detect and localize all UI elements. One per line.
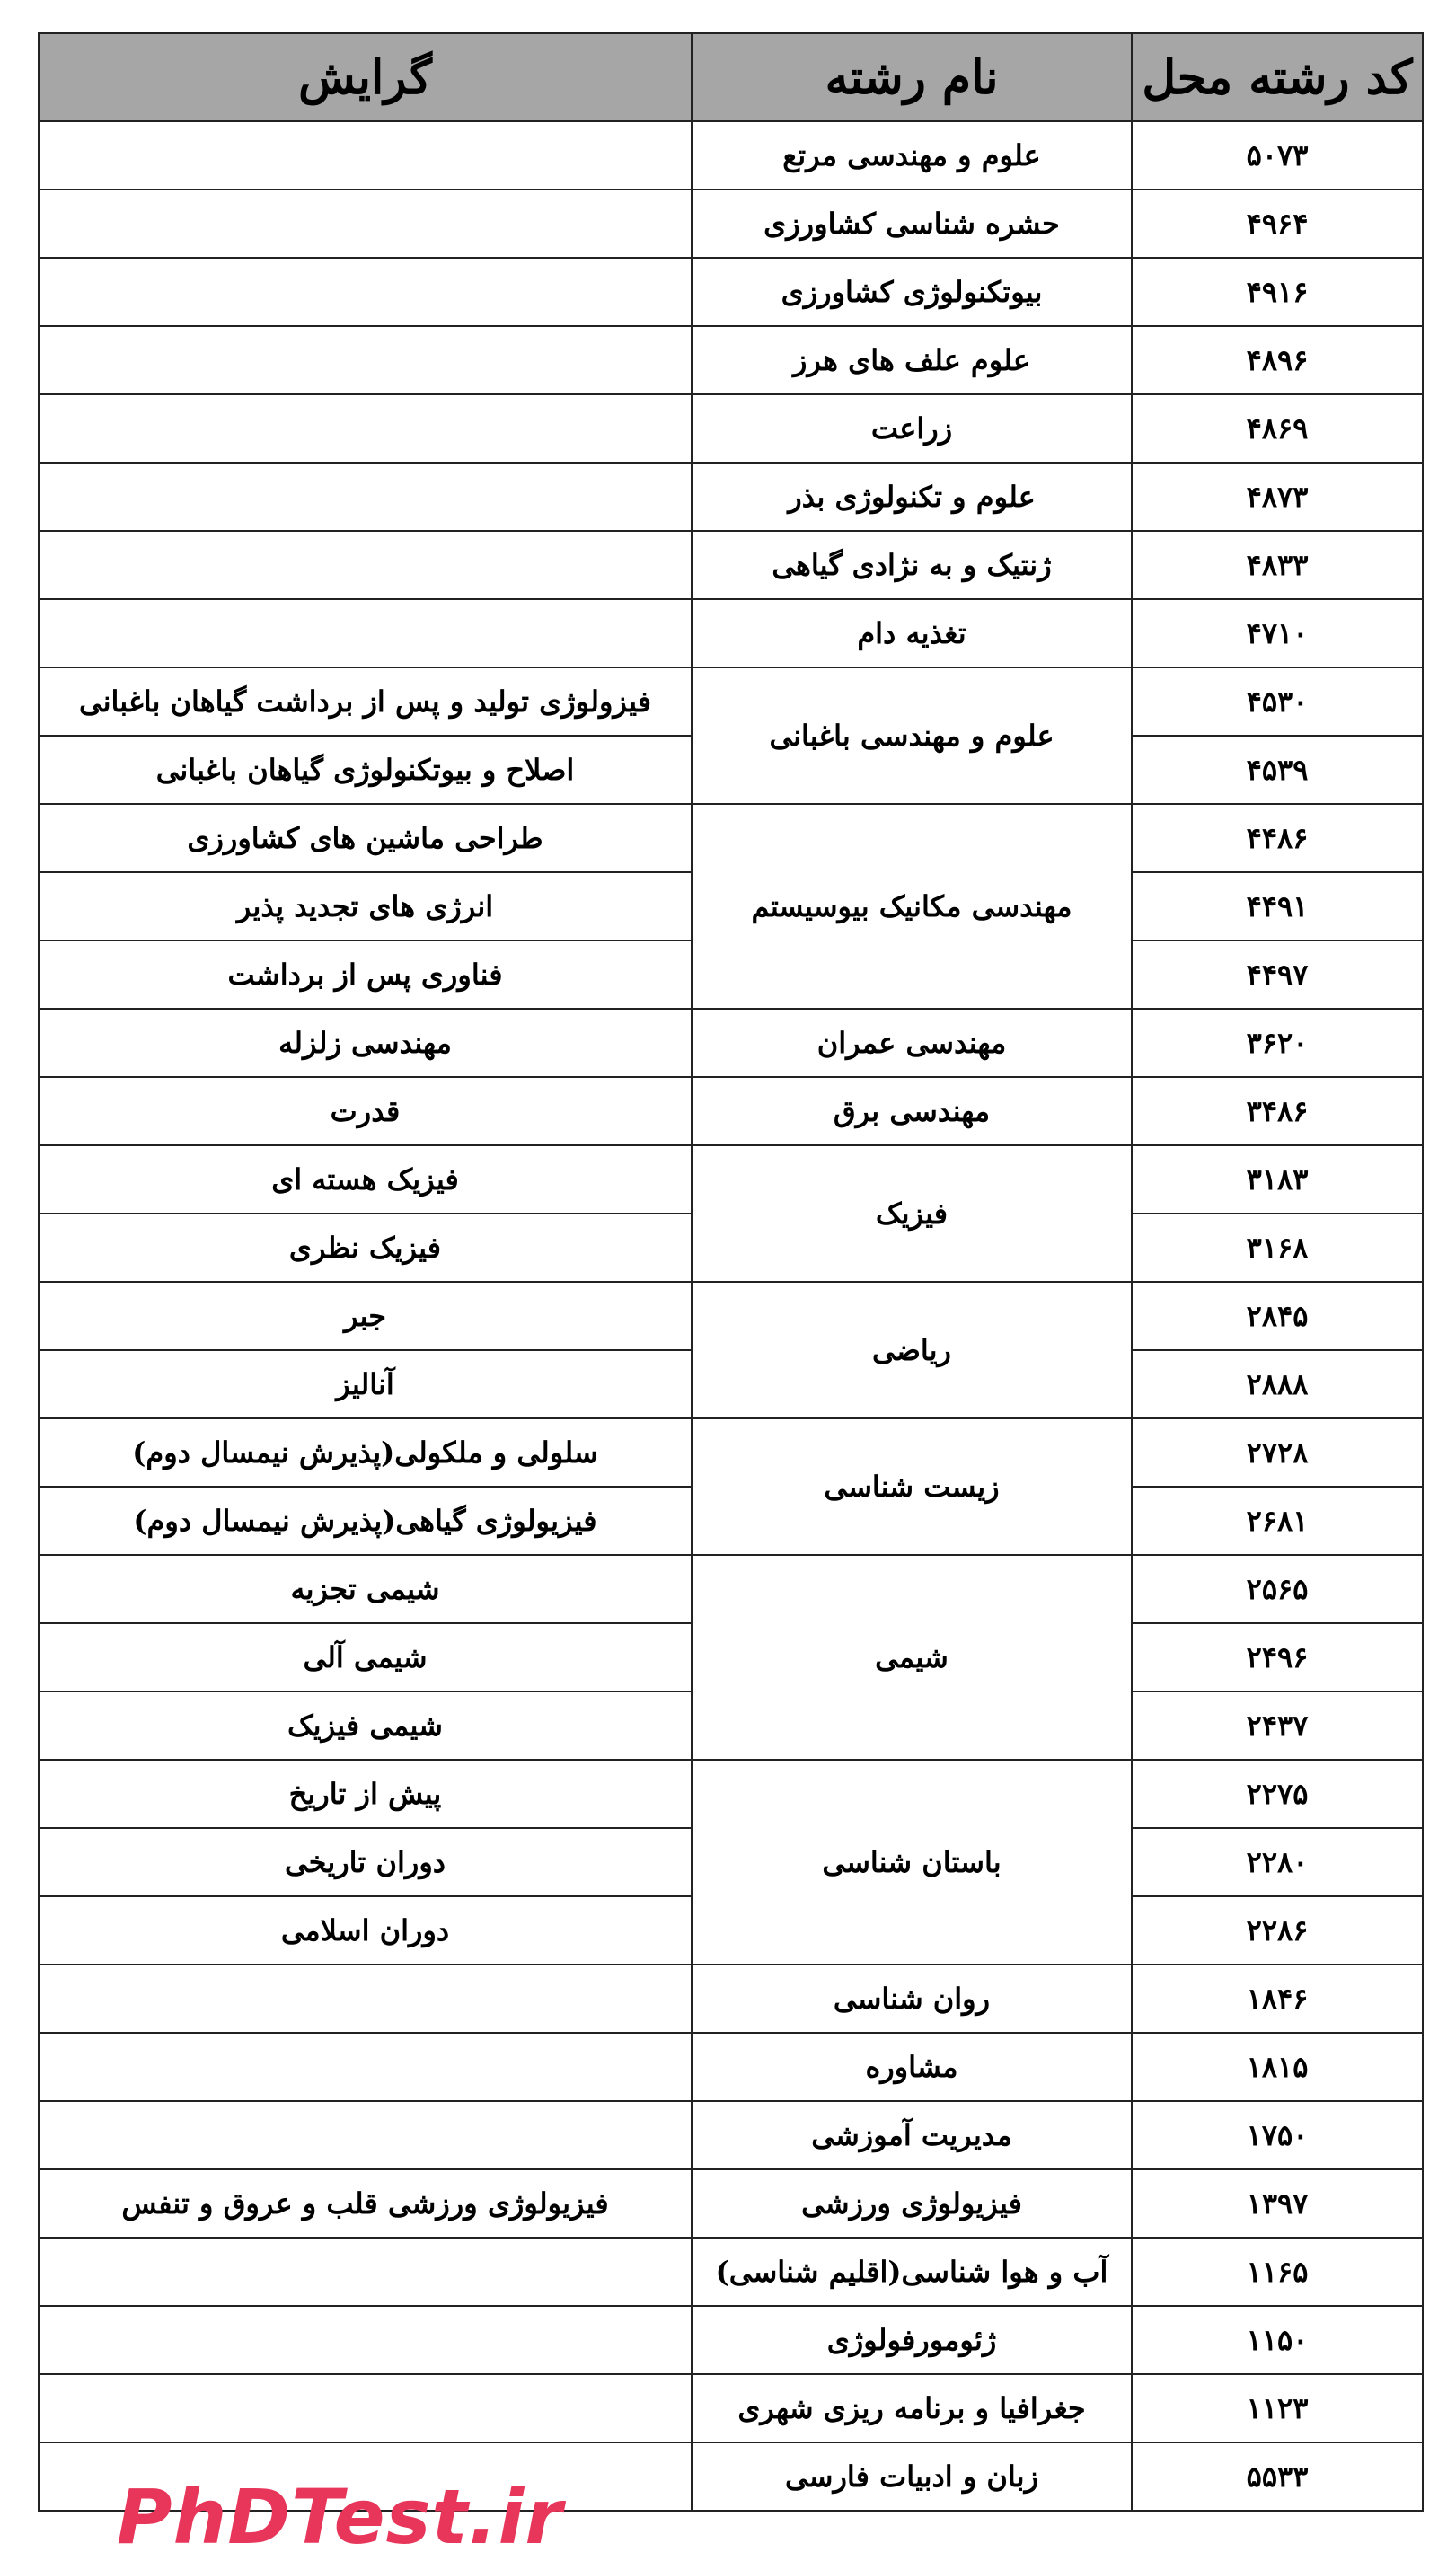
cell-code: ۲۶۸۱ [1132, 1487, 1423, 1555]
cell-code: ۳۴۸۶ [1132, 1077, 1423, 1145]
table-row [39, 1077, 1423, 1145]
cell-field: فیزیولوژی گیاهی(پذیرش نیمسال دوم) [39, 1487, 692, 1555]
cell-major: علوم و تکنولوژی بذر [692, 463, 1132, 531]
table-row [39, 2306, 1423, 2374]
cell-code: ۲۸۸۸ [1132, 1350, 1423, 1418]
table-row [39, 599, 1423, 667]
cell-code: ۱۱۲۳ [1132, 2374, 1423, 2442]
table-row [39, 326, 1423, 394]
cell-major: علوم و مهندسی باغبانی [692, 667, 1132, 804]
cell-major: علوم و مهندسی مرتع [692, 121, 1132, 190]
table-row [39, 1555, 1423, 1623]
table-body [39, 121, 1423, 2511]
table-header-row [39, 33, 1423, 121]
cell-code: ۵۵۳۳ [1132, 2442, 1423, 2511]
cell-code: ۵۰۷۳ [1132, 121, 1423, 190]
cell-field: فیزیک نظری [39, 1214, 692, 1282]
cell-field [39, 394, 692, 463]
cell-code: ۱۸۱۵ [1132, 2033, 1423, 2101]
cell-field [39, 258, 692, 326]
cell-field [39, 463, 692, 531]
table-row [39, 1282, 1423, 1350]
majors-table [38, 32, 1424, 2512]
cell-code: ۱۳۹۷ [1132, 2169, 1423, 2238]
cell-code: ۲۲۸۰ [1132, 1828, 1423, 1896]
cell-field [39, 1965, 692, 2033]
cell-code: ۱۷۵۰ [1132, 2101, 1423, 2169]
table-row [39, 2033, 1423, 2101]
cell-code: ۴۴۹۷ [1132, 941, 1423, 1009]
header-field: گرایش [39, 33, 692, 121]
cell-code: ۲۸۴۵ [1132, 1282, 1423, 1350]
cell-code: ۲۵۶۵ [1132, 1555, 1423, 1623]
majors-table-wrapper [38, 32, 1422, 2512]
table-row [39, 1760, 1423, 1828]
cell-major: جغرافیا و برنامه ریزی شهری [692, 2374, 1132, 2442]
cell-field [39, 599, 692, 667]
cell-major: ژنتیک و به نژادی گیاهی [692, 531, 1132, 599]
cell-code: ۲۲۸۶ [1132, 1896, 1423, 1965]
cell-code: ۴۵۳۰ [1132, 667, 1423, 736]
cell-field [39, 2374, 692, 2442]
cell-major: علوم علف های هرز [692, 326, 1132, 394]
table-row [39, 2238, 1423, 2306]
cell-field: فناوری پس از برداشت [39, 941, 692, 1009]
cell-major: حشره شناسی کشاورزی [692, 190, 1132, 258]
table-row [39, 1009, 1423, 1077]
header-code: کد رشته محل [1132, 33, 1423, 121]
cell-code: ۱۱۵۰ [1132, 2306, 1423, 2374]
cell-major: بیوتکنولوژی کشاورزی [692, 258, 1132, 326]
cell-code: ۴۸۳۳ [1132, 531, 1423, 599]
cell-code: ۱۱۶۵ [1132, 2238, 1423, 2306]
cell-field: سلولی و ملکولی(پذیرش نیمسال دوم) [39, 1418, 692, 1487]
cell-field: شیمی تجزیه [39, 1555, 692, 1623]
cell-field [39, 2238, 692, 2306]
cell-major: مهندسی مکانیک بیوسیستم [692, 804, 1132, 1009]
cell-code: ۳۶۲۰ [1132, 1009, 1423, 1077]
cell-field: دوران اسلامی [39, 1896, 692, 1965]
cell-code: ۴۴۹۱ [1132, 872, 1423, 941]
watermark-logo: PhDTest.ir [117, 2473, 563, 2561]
cell-major: زراعت [692, 394, 1132, 463]
cell-major: باستان شناسی [692, 1760, 1132, 1965]
cell-field [39, 2306, 692, 2374]
cell-code: ۴۹۶۴ [1132, 190, 1423, 258]
cell-code: ۴۸۷۳ [1132, 463, 1423, 531]
table-row [39, 2101, 1423, 2169]
cell-field [39, 190, 692, 258]
cell-code: ۴۷۱۰ [1132, 599, 1423, 667]
cell-field [39, 2033, 692, 2101]
cell-field: فیزیولوژی ورزشی قلب و عروق و تنفس [39, 2169, 692, 2238]
table-row [39, 463, 1423, 531]
cell-major: مشاوره [692, 2033, 1132, 2101]
cell-code: ۴۹۱۶ [1132, 258, 1423, 326]
cell-major: ژئومورفولوژی [692, 2306, 1132, 2374]
cell-major: شیمی [692, 1555, 1132, 1760]
cell-major: زبان و ادبیات فارسی [692, 2442, 1132, 2511]
cell-field: آنالیز [39, 1350, 692, 1418]
cell-field: شیمی فیزیک [39, 1691, 692, 1760]
cell-field: طراحی ماشین های کشاورزی [39, 804, 692, 872]
cell-field: جبر [39, 1282, 692, 1350]
cell-code: ۴۵۳۹ [1132, 736, 1423, 804]
cell-code: ۳۱۶۸ [1132, 1214, 1423, 1282]
cell-field: دوران تاریخی [39, 1828, 692, 1896]
cell-field: پیش از تاریخ [39, 1760, 692, 1828]
cell-major: مدیریت آموزشی [692, 2101, 1132, 2169]
cell-code: ۲۷۲۸ [1132, 1418, 1423, 1487]
cell-field [39, 326, 692, 394]
table-row [39, 2374, 1423, 2442]
cell-code: ۱۸۴۶ [1132, 1965, 1423, 2033]
table-row [39, 394, 1423, 463]
cell-code: ۴۸۶۹ [1132, 394, 1423, 463]
cell-major: آب و هوا شناسی(اقلیم شناسی) [692, 2238, 1132, 2306]
table-row [39, 2169, 1423, 2238]
cell-field: انرژی های تجدید پذیر [39, 872, 692, 941]
table-row [39, 531, 1423, 599]
cell-code: ۲۴۹۶ [1132, 1623, 1423, 1691]
cell-field [39, 121, 692, 190]
cell-major: ریاضی [692, 1282, 1132, 1418]
cell-code: ۴۴۸۶ [1132, 804, 1423, 872]
cell-field: شیمی آلی [39, 1623, 692, 1691]
cell-code: ۳۱۸۳ [1132, 1145, 1423, 1214]
cell-major: تغذیه دام [692, 599, 1132, 667]
table-row [39, 258, 1423, 326]
cell-field: فیزولوژی تولید و پس از برداشت گیاهان باغبانی [39, 667, 692, 736]
cell-major: مهندسی عمران [692, 1009, 1132, 1077]
cell-field [39, 2101, 692, 2169]
table-row [39, 121, 1423, 190]
cell-major: فیزیولوژی ورزشی [692, 2169, 1132, 2238]
cell-major: مهندسی برق [692, 1077, 1132, 1145]
table-row [39, 1145, 1423, 1214]
cell-field: قدرت [39, 1077, 692, 1145]
table-row [39, 1418, 1423, 1487]
table-row [39, 667, 1423, 736]
cell-field: مهندسی زلزله [39, 1009, 692, 1077]
cell-field: اصلاح و بیوتکنولوژی گیاهان باغبانی [39, 736, 692, 804]
cell-major: روان شناسی [692, 1965, 1132, 2033]
cell-major: زیست شناسی [692, 1418, 1132, 1555]
cell-field: فیزیک هسته ای [39, 1145, 692, 1214]
header-major: نام رشته [692, 33, 1132, 121]
cell-code: ۲۴۳۷ [1132, 1691, 1423, 1760]
cell-major: فیزیک [692, 1145, 1132, 1282]
table-row [39, 804, 1423, 872]
table-row [39, 1965, 1423, 2033]
cell-field [39, 531, 692, 599]
cell-code: ۴۸۹۶ [1132, 326, 1423, 394]
table-row [39, 190, 1423, 258]
cell-code: ۲۲۷۵ [1132, 1760, 1423, 1828]
